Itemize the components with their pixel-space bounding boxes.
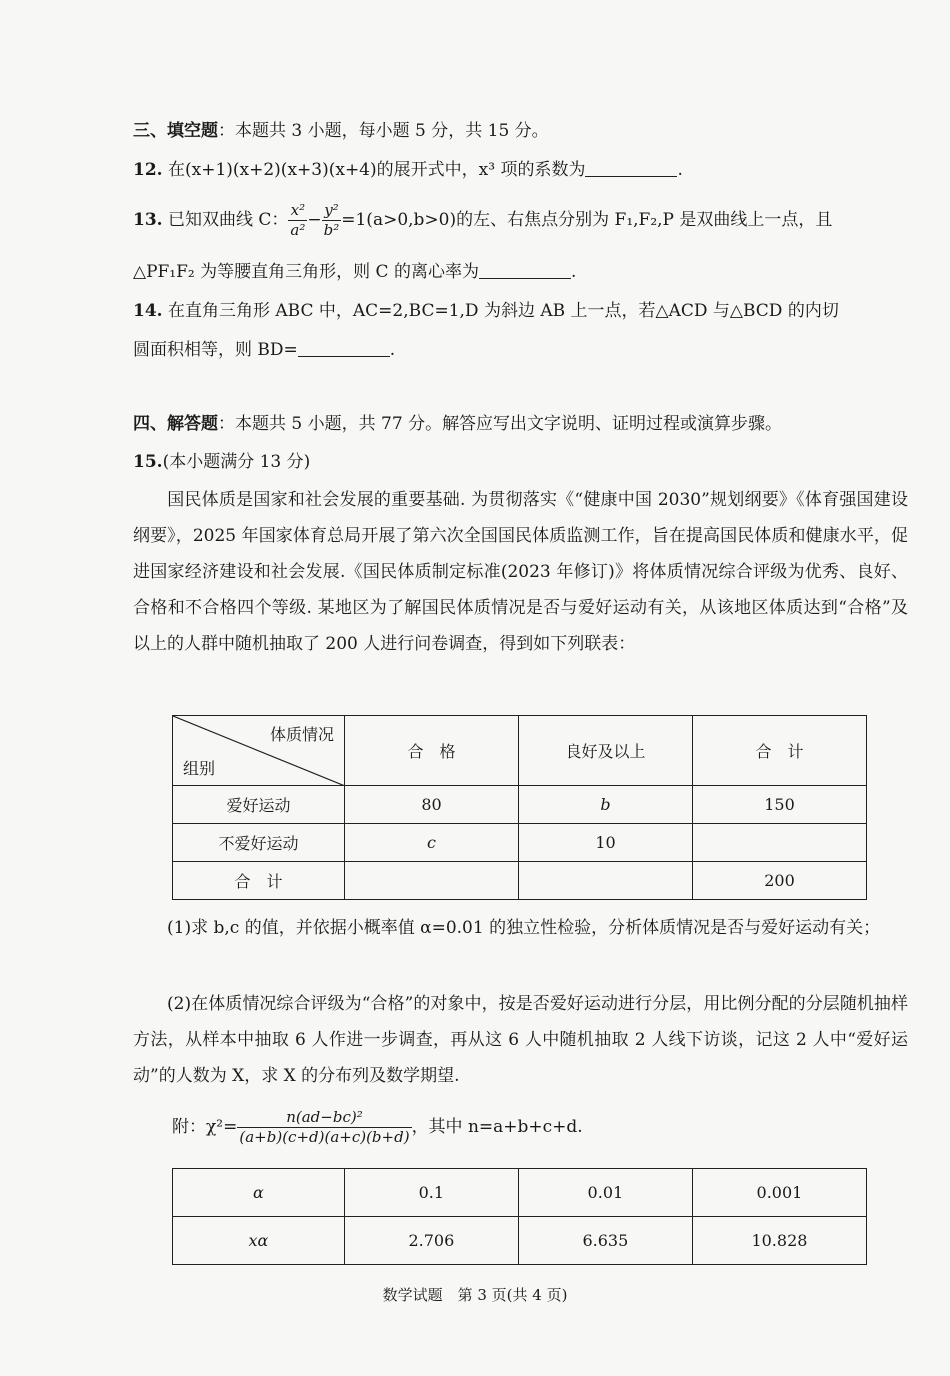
section4-title: 四、解答题 (133, 414, 218, 434)
table-cell: 10.828 (692, 1217, 866, 1265)
q12-text: 在(x+1)(x+2)(x+3)(x+4)的展开式中，x³ 项的系数为 (167, 160, 586, 180)
formula-post: ，其中 n=a+b+c+d. (411, 1117, 583, 1137)
question-14-line2 (133, 337, 395, 363)
row-label: 合 计 (173, 862, 345, 900)
q15-number: 15. (133, 452, 163, 472)
table-cell: xα (173, 1217, 345, 1265)
q14-end: . (389, 340, 396, 360)
q12-answer-blank[interactable] (585, 158, 677, 177)
row-label: 不爱好运动 (173, 824, 345, 862)
corner-top-label: 体质情况 (270, 725, 335, 744)
table-cell: 6.635 (518, 1217, 692, 1265)
q13-end: . (570, 262, 577, 282)
table-row (173, 862, 867, 900)
critical-value-table (172, 1168, 867, 1265)
row-label: 爱好运动 (173, 786, 345, 824)
table-corner-cell (173, 716, 345, 786)
contingency-table (172, 715, 867, 900)
q15-body (133, 482, 908, 662)
table-row (173, 824, 867, 862)
table-cell: b (519, 786, 693, 824)
q15-part1 (133, 910, 908, 946)
table-cell: 80 (345, 786, 519, 824)
corner-bottom-label: 组别 (183, 759, 216, 778)
q14-line2: 圆面积相等，则 BD= (133, 340, 298, 360)
q12-end: . (677, 160, 683, 180)
table-cell: 10 (519, 824, 693, 862)
q15-part1-text: (1)求 b,c 的值，并依据小概率值 α=0.01 的独立性检验，分析体质情况是否与爱好运动有关； (167, 918, 881, 938)
table-row (173, 786, 867, 824)
q13-post: =1(a>0,b>0)的左、右焦点分别为 F₁,F₂,P 是双曲线上一点，且 (341, 210, 833, 230)
q13-minus: − (307, 210, 322, 230)
question-13-line1 (133, 198, 832, 242)
question-14-line1 (133, 298, 839, 324)
q13-fraction-y: $\frac{\text{y²}}{\text{b²}}$ (323, 201, 340, 239)
formula-pre: 附：χ²= (172, 1117, 238, 1137)
q14-line1: 在直角三角形 ABC 中，AC=2,BC=1,D 为斜边 AB 上一点，若△ACD 与△BCD 的内切 (167, 301, 839, 321)
table-cell (345, 862, 519, 900)
q15-body-text: 国民体质是国家和社会发展的重要基础. 为贯彻落实《“健康中国 2030”规划纲要》《体育强国建设纲要》，2025 年国家体育总局开展了第六次全国国民体质监测工作，旨在提高国民体质和健康水平，促进国家经济建设和社会发展.《国民体质制定标准(2023 年修订)》将体质情况综合评级为优秀、良好、合格和不合格四个等级. 某地区为了解国民体质情况是否与爱好运动有关，从该地区体质达到“合格”及以上的人群中随机抽取了 200 人进行问卷调查，得到如下列联表： (133, 490, 909, 654)
section3-heading (133, 118, 549, 144)
table-header-row (173, 716, 867, 786)
formula-fraction: $\frac{\text{n(ad−bc)²}}{(a+b)(c+d)(a+c)(b+d)}$ (239, 1108, 410, 1146)
table-cell: α (173, 1169, 345, 1217)
section4-heading (133, 411, 782, 437)
q13-pre: 已知双曲线 C： (167, 210, 289, 230)
table-cell: 2.706 (344, 1217, 518, 1265)
chi-square-formula (172, 1104, 583, 1150)
q13-number: 13. (133, 210, 163, 230)
page-footer: 数学试题 第 3 页(共 4 页) (382, 1286, 568, 1304)
table-cell: 0.001 (692, 1169, 866, 1217)
table-cell: 200 (692, 862, 866, 900)
question-15-header (133, 449, 310, 475)
header-cell: 合 计 (692, 716, 866, 786)
table-row (173, 1217, 867, 1265)
q13-line2: △PF₁F₂ 为等腰直角三角形，则 C 的离心率为 (133, 262, 479, 282)
q13-answer-blank[interactable] (479, 260, 571, 279)
q13-fraction-x: $\frac{\text{x²}}{\text{a²}}$ (290, 201, 306, 239)
table-cell (692, 824, 866, 862)
q12-number: 12. (133, 160, 163, 180)
section3-title: 三、填空题 (133, 121, 218, 141)
section3-desc: ：本题共 3 小题，每小题 5 分，共 15 分。 (218, 121, 549, 141)
q14-answer-blank[interactable] (298, 338, 390, 357)
question-13-line2 (133, 259, 576, 285)
table-cell: 0.1 (344, 1169, 518, 1217)
q15-header: (本小题满分 13 分) (162, 452, 311, 472)
header-cell: 良好及以上 (519, 716, 693, 786)
header-cell: 合 格 (345, 716, 519, 786)
q15-part2-text: (2)在体质情况综合评级为“合格”的对象中，按是否爱好运动进行分层，用比例分配的分层随机抽样方法，从样本中抽取 6 人作进一步调查，再从这 6 人中随机抽取 2 人线下访谈，记这 2 人中“爱好运动”的人数为 X，求 X 的分布列及数学期望. (133, 994, 908, 1086)
q14-number: 14. (133, 301, 163, 321)
question-12 (133, 157, 683, 183)
q15-part2 (133, 986, 908, 1094)
section4-desc: ：本题共 5 小题，共 77 分。解答应写出文字说明、证明过程或演算步骤。 (218, 414, 783, 434)
table-row (173, 1169, 867, 1217)
table-cell: 150 (692, 786, 866, 824)
table-cell: 0.01 (518, 1169, 692, 1217)
table-cell (519, 862, 693, 900)
table-cell: c (345, 824, 519, 862)
